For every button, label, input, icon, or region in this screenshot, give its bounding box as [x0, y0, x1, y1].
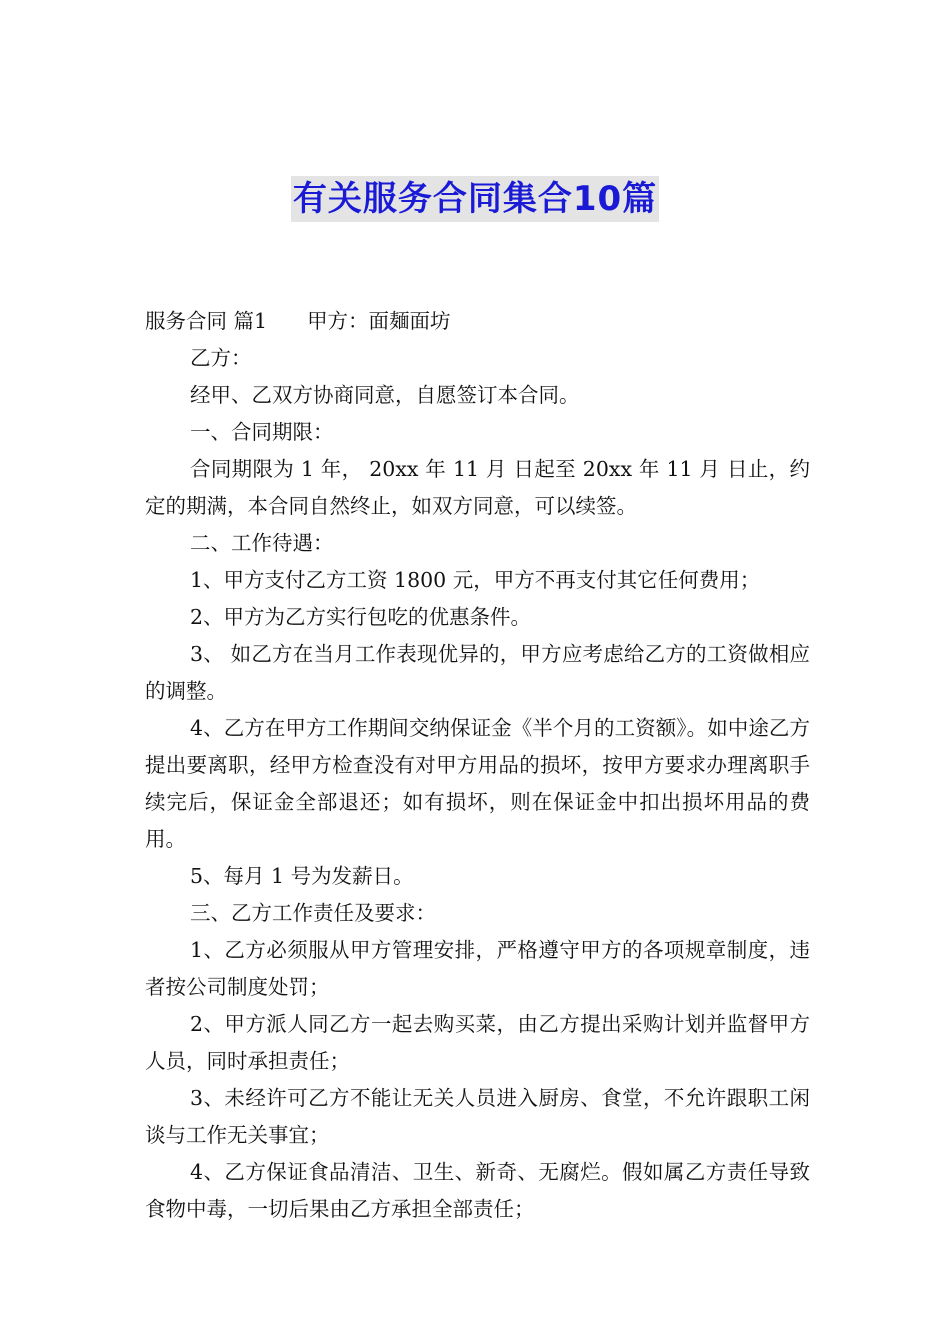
paragraph-duty-4: 4、乙方保证食品清洁、卫生、新奇、无腐烂。假如属乙方责任导致食物中毒，一切后果由乙方承担全部责任； — [145, 1160, 810, 1221]
paragraph-section-2-heading: 二、工作待遇： — [190, 531, 334, 555]
title-container — [0, 176, 950, 222]
paragraph-item-3: 3、 如乙方在当月工作表现优异的，甲方应考虑给乙方的工资做相应的调整。 — [145, 642, 810, 703]
paragraph-duty-2: 2、甲方派人同乙方一起去购买菜，由乙方提出采购计划并监督甲方人员，同时承担责任； — [145, 1012, 810, 1073]
paragraph-item-1: 1、甲方支付乙方工资 1800 元，甲方不再支付其它任何费用； — [190, 568, 761, 592]
section-heading-line — [145, 303, 810, 340]
document-title: 有关服务合同集合10篇 — [291, 176, 659, 222]
paragraph-agreement: 经甲、乙双方协商同意，自愿签订本合同。 — [190, 383, 580, 407]
paragraph-party-b: 乙方： — [190, 346, 252, 370]
paragraph-item-4: 4、乙方在甲方工作期间交纳保证金《半个月的工资额》。如中途乙方提出要离职，经甲方检查没有对甲方用品的损坏，按甲方要求办理离职手续完后，保证金全部退还；如有损坏，则在保证金中扣出损坏用品的费用。 — [145, 716, 810, 851]
paragraph-term: 合同期限为 1 年， 20xx 年 11 月 日起至 20xx 年 11 月 日止，约定的期满，本合同自然终止，如双方同意，可以续签。 — [145, 457, 810, 518]
paragraph-duty-1: 1、乙方必须服从甲方管理安排，严格遵守甲方的各项规章制度，违者按公司制度处罚； — [145, 938, 810, 999]
party-a-line: 甲方：面麺面坊 — [307, 309, 451, 333]
paragraph-duty-3: 3、未经许可乙方不能让无关人员进入厨房、食堂，不允许跟职工闲谈与工作无关事宜； — [145, 1086, 810, 1147]
section-heading: 服务合同 篇1 — [145, 309, 268, 333]
paragraph-section-3-heading: 三、乙方工作责任及要求： — [190, 901, 436, 925]
paragraph-item-5: 5、每月 1 号为发薪日。 — [190, 864, 414, 888]
paragraph-item-2: 2、甲方为乙方实行包吃的优惠条件。 — [190, 605, 532, 629]
document-body — [145, 303, 810, 1228]
paragraph-section-1-heading: 一、合同期限： — [190, 420, 334, 444]
